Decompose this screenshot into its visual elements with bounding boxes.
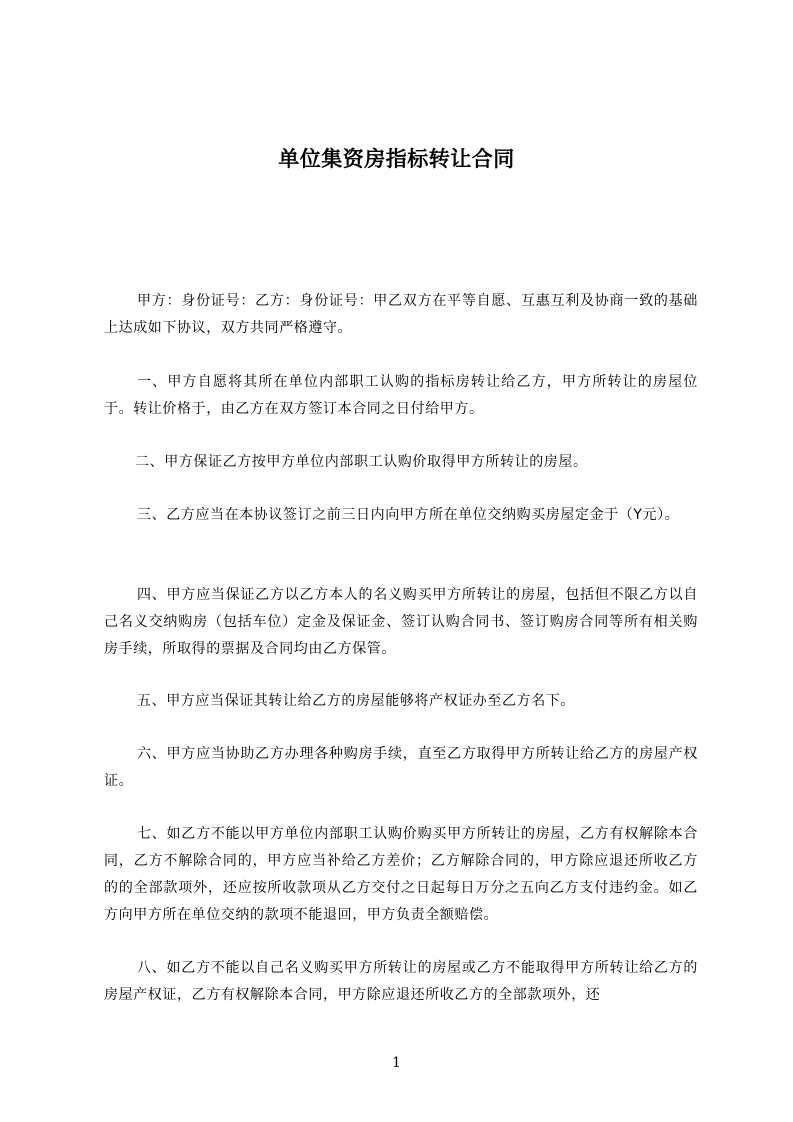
paragraph-parties: 甲方：身份证号：乙方：身份证号：甲乙双方在平等自愿、互惠互利及协商一致的基础上达成如下协议，双方共同严格遵守。 (104, 293, 698, 336)
paragraph-clause-2: 二、甲方保证乙方按甲方单位内部职工认购价取得甲方所转让的房屋。 (135, 454, 588, 470)
paragraph-clause-1: 一、甲方自愿将其所在单位内部职工认购的指标房转让给乙方，甲方所转让的房屋位于。转让价格于，由乙方在双方签订本合同之日付给甲方。 (104, 374, 698, 417)
paragraph-clause-8: 八、如乙方不能以自己名义购买甲方所转让的房屋或乙方不能取得甲方所转让给乙方的房屋产权证，乙方有权解除本合同，甲方除应退还所收乙方的全部款项外，还 (104, 960, 698, 1003)
page-number: 1 (392, 1055, 401, 1071)
document-title: 单位集资房指标转让合同 (278, 147, 515, 171)
paragraph-clause-3: 三、乙方应当在本协议签订之前三日内向甲方所在单位交纳购买房屋定金于（Y元）。 (137, 507, 680, 523)
paragraph-clause-5: 五、甲方应当保证其转让给乙方的房屋能够将产权证办至乙方名下。 (137, 693, 575, 709)
paragraph-clause-6: 六、甲方应当协助乙方办理各种购房手续，直至乙方取得甲方所转让给乙方的房屋产权证。 (104, 746, 698, 789)
paragraph-clause-7: 七、如乙方不能以甲方单位内部职工认购价购买甲方所转让的房屋，乙方有权解除本合同，乙方不解除合同的，甲方应当补给乙方差价；乙方解除合同的，甲方除应退还所收乙方的的全部款项外，还应按所收款项从乙方交付之日起每日万分之五向乙方支付违约金。如乙方向甲方所在单位交纳的款项不能退回，甲方负责全额赔偿。 (104, 826, 698, 923)
paragraph-clause-4: 四、甲方应当保证乙方以乙方本人的名义购买甲方所转让的房屋，包括但不限乙方以自己名义交纳购房（包括车位）定金及保证金、签订认购合同书、签订购房合同等所有相关购房手续，所取得的票据及合同均由乙方保管。 (104, 587, 698, 657)
